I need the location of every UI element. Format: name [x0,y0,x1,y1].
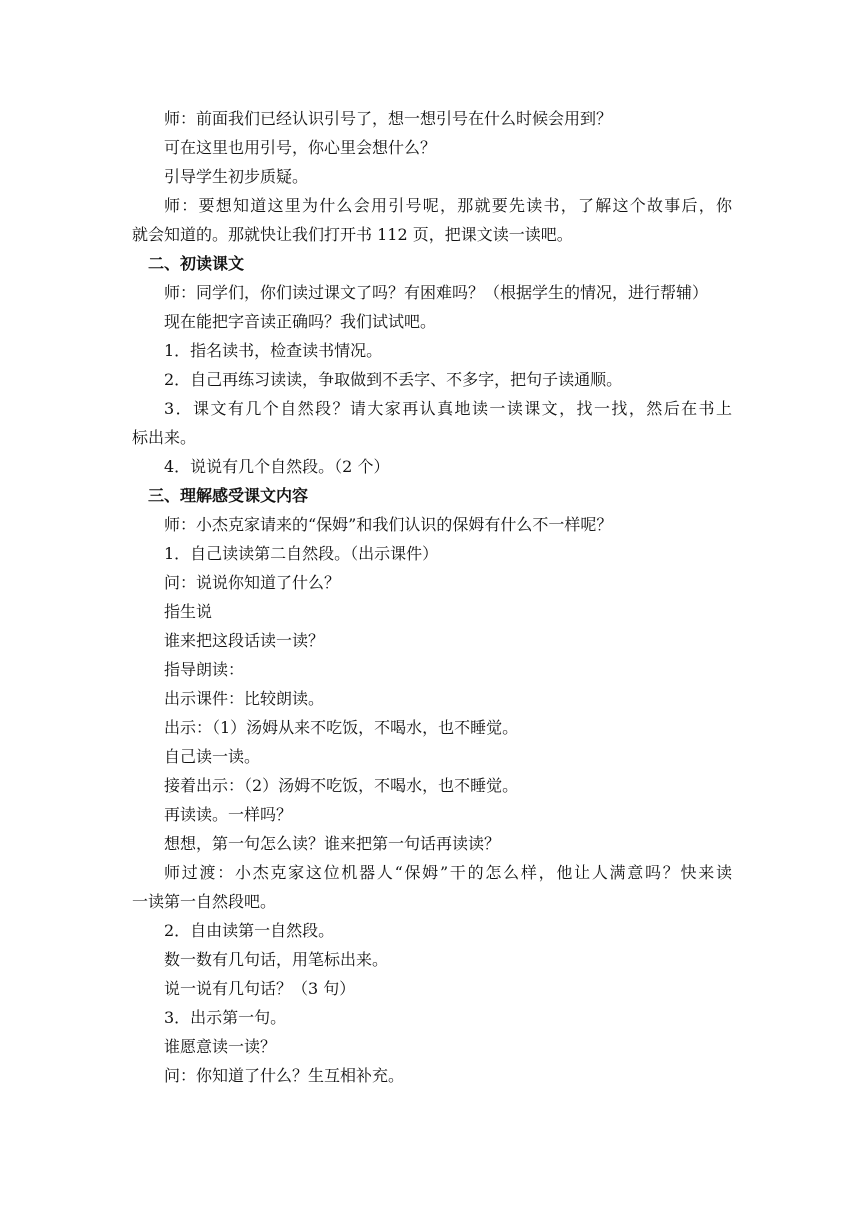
paragraph-line: 师：小杰克家请来的“保姆”和我们认识的保姆有什么不一样呢？ [164,515,613,534]
section-heading: 二、初读课文 [148,254,245,273]
paragraph-line: 想想，第一句怎么读？谁来把第一句话再读读？ [164,834,501,853]
paragraph-line: 问：你知道了什么？生互相补充。 [164,1066,405,1085]
paragraph-line: 2．自己再练习读读，争取做到不丢字、不多字，把句子读通顺。 [164,370,623,389]
paragraph-line: 3．出示第一句。 [164,1008,287,1027]
paragraph-line: 可在这里也用引号，你心里会想什么？ [164,138,437,157]
paragraph-line: 一读第一自然段吧。 [132,892,277,911]
paragraph-line: 指生说 [164,602,213,621]
paragraph-line: 说一说有几句话？（3 句） [164,979,356,998]
paragraph-line: 3．课文有几个自然段？请大家再认真地读一读课文，找一找，然后在书上 [164,399,732,418]
section-heading: 三、理解感受课文内容 [148,486,309,505]
paragraph-line: 4．说说有几个自然段。（2 个） [164,457,390,476]
paragraph-line: 出示课件：比较朗读。 [164,689,325,708]
paragraph-line: 2．自由读第一自然段。 [164,921,335,940]
paragraph-line: 谁来把这段话读一读？ [164,631,325,650]
paragraph-line: 问：说说你知道了什么？ [164,573,341,592]
document-page [132,104,732,1090]
paragraph-line: 1．自己读读第二自然段。（出示课件） [164,544,439,563]
paragraph-line: 出示：（1）汤姆从来不吃饭，不喝水，也不睡觉。 [164,718,519,737]
paragraph-line: 再读读。一样吗？ [164,805,293,824]
paragraph-line: 师：要想知道这里为什么会用引号呢，那就要先读书，了解这个故事后，你 [164,196,732,215]
paragraph-line: 引导学生初步质疑。 [164,167,309,186]
paragraph-line: 标出来。 [132,428,197,447]
paragraph-line: 接着出示：（2）汤姆不吃饭，不喝水，也不睡觉。 [164,776,519,795]
paragraph-line: 师过渡：小杰克家这位机器人“保姆”干的怎么样，他让人满意吗？快来读 [164,863,732,882]
paragraph-line: 指导朗读： [164,660,245,679]
paragraph-line: 1．指名读书，检查读书情况。 [164,341,383,360]
paragraph-line: 谁愿意读一读？ [164,1037,277,1056]
paragraph-line: 师：前面我们已经认识引号了，想一想引号在什么时候会用到？ [164,109,613,128]
paragraph-line: 现在能把字音读正确吗？我们试试吧。 [164,312,437,331]
paragraph-line: 数一数有几句话，用笔标出来。 [164,950,389,969]
paragraph-line: 就会知道的。那就快让我们打开书 112 页，把课文读一读吧。 [132,225,573,244]
paragraph-line: 师：同学们，你们读过课文了吗？有困难吗？（根据学生的情况，进行帮辅） [164,283,709,302]
paragraph-line: 自己读一读。 [164,747,261,766]
